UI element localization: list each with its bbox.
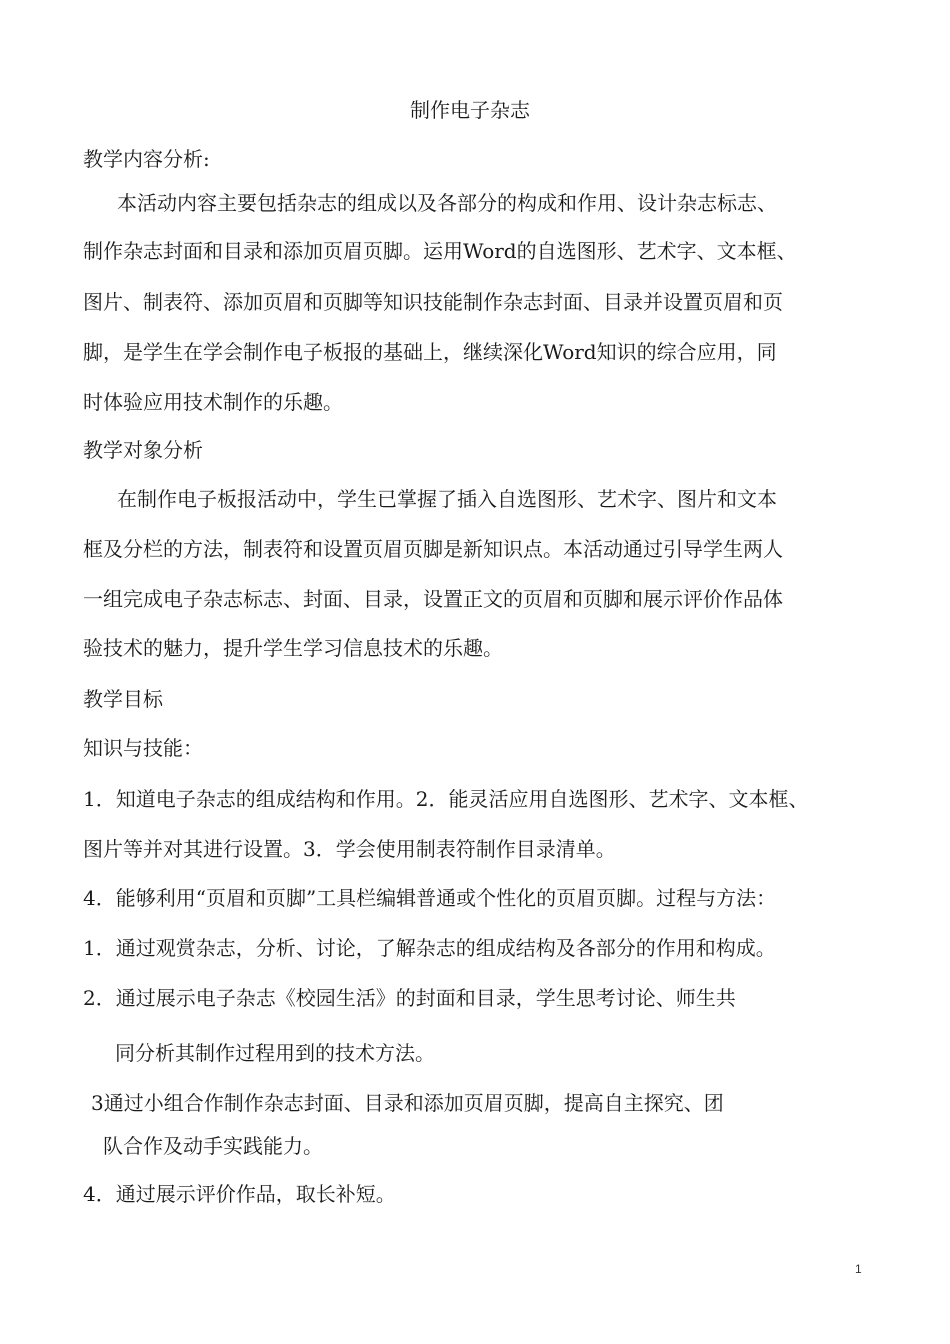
paragraph-line: 验技术的魅力，提升学生学习信息技术的乐趣。 [83, 636, 503, 660]
paragraph-line: 脚，是学生在学会制作电子板报的基础上，继续深化Word知识的综合应用，同 [83, 340, 777, 364]
list-item: 队合作及动手实践能力。 [103, 1134, 323, 1158]
page-title: 制作电子杂志 [410, 98, 530, 122]
list-item: 图片等并对其进行设置。3．学会使用制表符制作目录清单。 [83, 837, 616, 861]
section-heading: 教学对象分析 [83, 438, 203, 462]
list-item: 1．知道电子杂志的组成结构和作用。2．能灵活应用自选图形、艺术字、文本框、 [83, 787, 809, 811]
list-item: 3通过小组合作制作杂志封面、目录和添加页眉页脚，提高自主探究、团 [91, 1091, 724, 1115]
paragraph-line: 在制作电子板报活动中，学生已掌握了插入自选图形、艺术字、图片和文本 [117, 487, 777, 511]
section-heading: 教学目标 [83, 687, 163, 711]
page-number: 1 [855, 1262, 862, 1276]
list-item: 1．通过观赏杂志，分析、讨论，了解杂志的组成结构及各部分的作用和构成。 [83, 936, 776, 960]
paragraph-line: 框及分栏的方法，制表符和设置页眉页脚是新知识点。本活动通过引导学生两人 [83, 537, 783, 561]
paragraph-line: 时体验应用技术制作的乐趣。 [83, 390, 343, 414]
paragraph-line: 制作杂志封面和目录和添加页眉页脚。运用Word的自选图形、艺术字、文本框、 [83, 239, 797, 263]
list-item: 4．能够利用“页眉和页脚”工具栏编辑普通或个性化的页眉页脚。过程与方法： [83, 886, 777, 910]
subsection-heading: 知识与技能： [83, 736, 203, 760]
section-heading: 教学内容分析: [83, 147, 210, 171]
paragraph-line: 一组完成电子杂志标志、封面、目录，设置正文的页眉和页脚和展示评价作品体 [83, 587, 783, 611]
paragraph-line: 本活动内容主要包括杂志的组成以及各部分的构成和作用、设计杂志标志、 [117, 191, 777, 215]
list-item: 同分析其制作过程用到的技术方法。 [115, 1041, 435, 1065]
paragraph-line: 图片、制表符、添加页眉和页脚等知识技能制作杂志封面、目录并设置页眉和页 [83, 290, 783, 314]
list-item: 2．通过展示电子杂志《校园生活》的封面和目录，学生思考讨论、师生共 [83, 986, 736, 1010]
list-item: 4．通过展示评价作品，取长补短。 [83, 1182, 396, 1206]
